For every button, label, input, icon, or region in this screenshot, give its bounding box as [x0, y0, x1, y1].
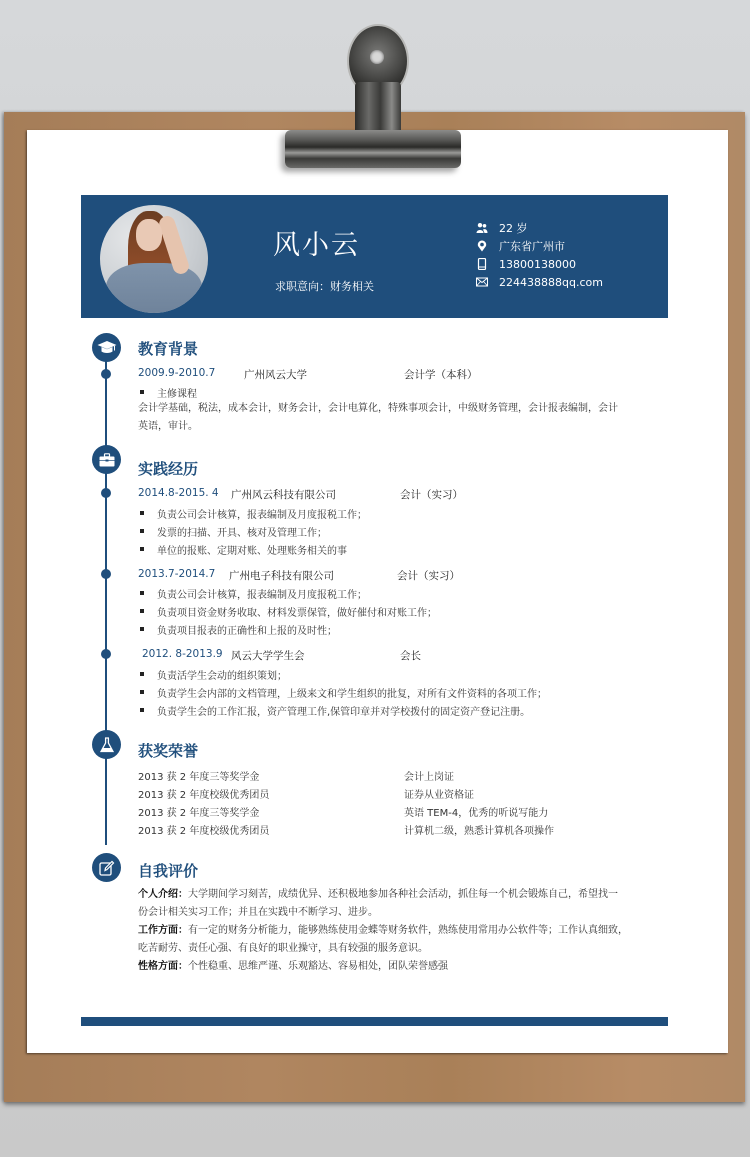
contact-list — [476, 219, 603, 291]
certificate-item: 计算机二级，熟悉计算机各项操作 — [404, 826, 554, 837]
avatar — [100, 205, 208, 313]
phone-icon — [476, 258, 488, 270]
self-eval-personality: 性格方面：个性稳重、思维严谨、乐观豁达、容易相处，团队荣誉感强 — [138, 961, 448, 972]
education-major: 会计学（本科） — [404, 369, 478, 381]
mail-icon — [476, 276, 488, 288]
edit-icon — [92, 853, 121, 882]
award-item: 2013 获 2 年度校级优秀团员 — [138, 826, 270, 837]
job-intent: 求职意向：财务相关 — [275, 280, 374, 293]
graduation-cap-icon — [92, 333, 121, 362]
certificate-item: 证券从业资格证 — [404, 790, 474, 801]
user-icon — [476, 222, 488, 234]
flask-icon — [92, 730, 121, 759]
timeline-dot — [101, 649, 111, 659]
contact-age: 22 岁 — [476, 219, 603, 237]
resume-header — [81, 195, 668, 318]
location-pin-icon — [476, 240, 488, 252]
education-courses: 会计学基础，税法，成本会计，财务会计，会计电算化，特殊事项会计，中级财务管理，会计报表编制，会计 英语，审计。 — [138, 403, 618, 432]
footer-bar — [81, 1017, 668, 1026]
section-title-education: 教育背景 — [138, 340, 199, 358]
timeline-dot — [101, 569, 111, 579]
timeline-dot — [101, 369, 111, 379]
self-eval-intro: 个人介绍：大学期间学习刻苦，成绩优异、还积极地参加各种社会活动，抓住每一个机会锻炼自己，希望找一 份会计相关实习工作；并且在实践中不断学习、进步。 — [138, 889, 618, 918]
education-school: 广州风云大学 — [244, 369, 307, 381]
timeline-line — [105, 345, 107, 845]
section-title-self-eval: 自我评价 — [138, 862, 199, 880]
certificate-item: 英语 TEM-4，优秀的听说写能力 — [404, 808, 549, 819]
section-title-experience: 实践经历 — [138, 460, 199, 478]
award-item: 2013 获 2 年度校级优秀团员 — [138, 790, 270, 801]
contact-phone: 13800138000 — [476, 255, 603, 273]
briefcase-icon — [92, 445, 121, 474]
contact-email: 224438888qq.com — [476, 273, 603, 291]
certificate-item: 会计上岗证 — [404, 772, 454, 783]
award-item: 2013 获 2 年度三等奖学金 — [138, 772, 260, 783]
education-date: 2009.9-2010.7 — [138, 367, 216, 379]
timeline-dot — [101, 488, 111, 498]
candidate-name: 风小云 — [273, 230, 360, 261]
award-item: 2013 获 2 年度三等奖学金 — [138, 808, 260, 819]
self-eval-work: 工作方面：有一定的财务分析能力，能够熟练使用金蝶等财务软件，熟练使用常用办公软件等；工作认真细致， 吃苦耐劳、责任心强、有良好的职业操守，具有较强的服务意识。 — [138, 925, 628, 954]
binder-clip-icon — [283, 24, 461, 170]
section-title-awards: 获奖荣誉 — [138, 742, 199, 760]
contact-location: 广东省广州市 — [476, 237, 603, 255]
